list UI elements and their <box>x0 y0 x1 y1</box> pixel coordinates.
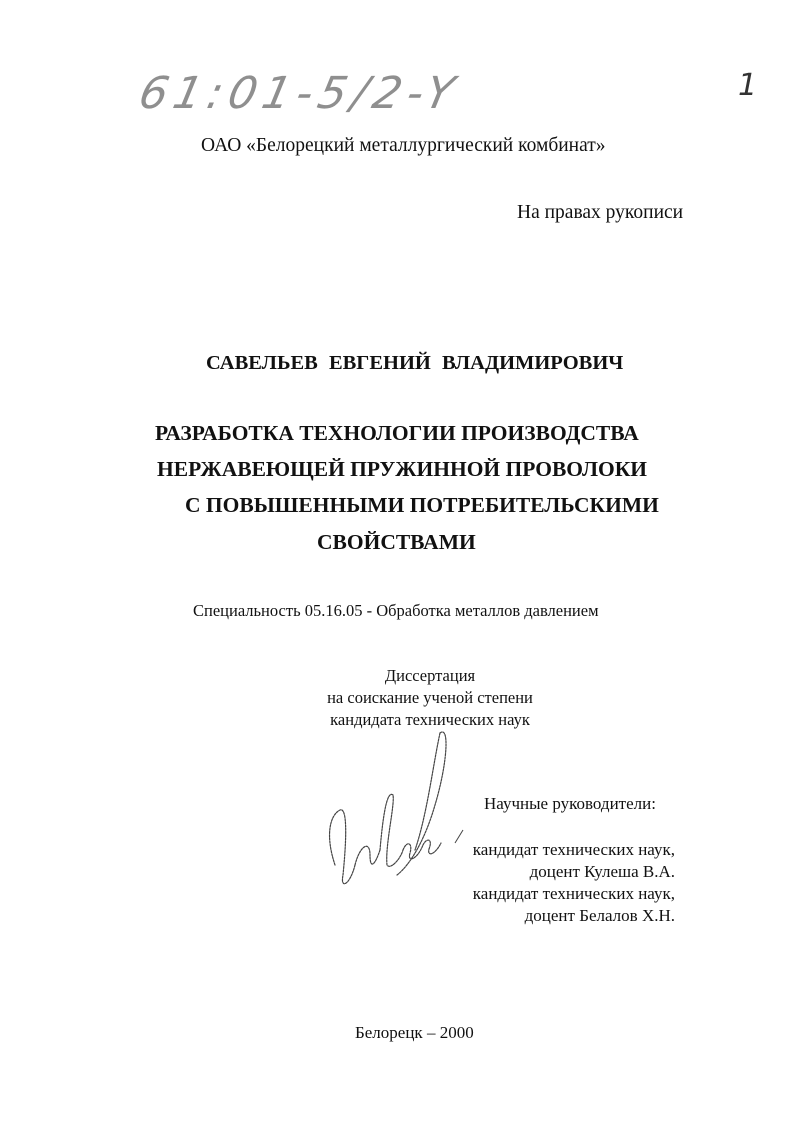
title-line: СВОЙСТВАМИ <box>317 530 476 554</box>
handwritten-page-number: 1 <box>738 68 758 103</box>
handwritten-archive-code: 61:01-5/2-Y <box>134 68 465 119</box>
supervisor-line: кандидат технических наук, <box>472 840 675 859</box>
title-line: НЕРЖАВЕЮЩЕЙ ПРУЖИННОЙ ПРОВОЛОКИ <box>157 457 648 481</box>
dissertation-line: на соискание ученой степени <box>327 688 533 707</box>
supervisor-line: доцент Кулеша В.А. <box>529 862 675 881</box>
supervisor-line: доцент Белалов Х.Н. <box>524 906 675 925</box>
rights-notice: На правах рукописи <box>517 202 684 223</box>
supervisors-heading: Научные руководители: <box>484 794 656 813</box>
supervisor-line: кандидат технических наук, <box>472 884 675 903</box>
city-year: Белорецк – 2000 <box>355 1023 474 1042</box>
specialty-line: Специальность 05.16.05 - Обработка металлов давлением <box>193 601 599 620</box>
organization-name: ОАО «Белорецкий металлургический комбинат» <box>201 135 606 156</box>
author-name: САВЕЛЬЕВ ЕВГЕНИЙ ВЛАДИМИРОВИЧ <box>206 352 624 374</box>
title-line: С ПОВЫШЕННЫМИ ПОТРЕБИТЕЛЬСКИМИ <box>185 493 659 517</box>
signature-icon <box>315 725 475 905</box>
dissertation-line: кандидата технических наук <box>330 710 530 729</box>
title-line: РАЗРАБОТКА ТЕХНОЛОГИИ ПРОИЗВОДСТВА <box>155 421 639 445</box>
dissertation-line: Диссертация <box>384 666 476 685</box>
